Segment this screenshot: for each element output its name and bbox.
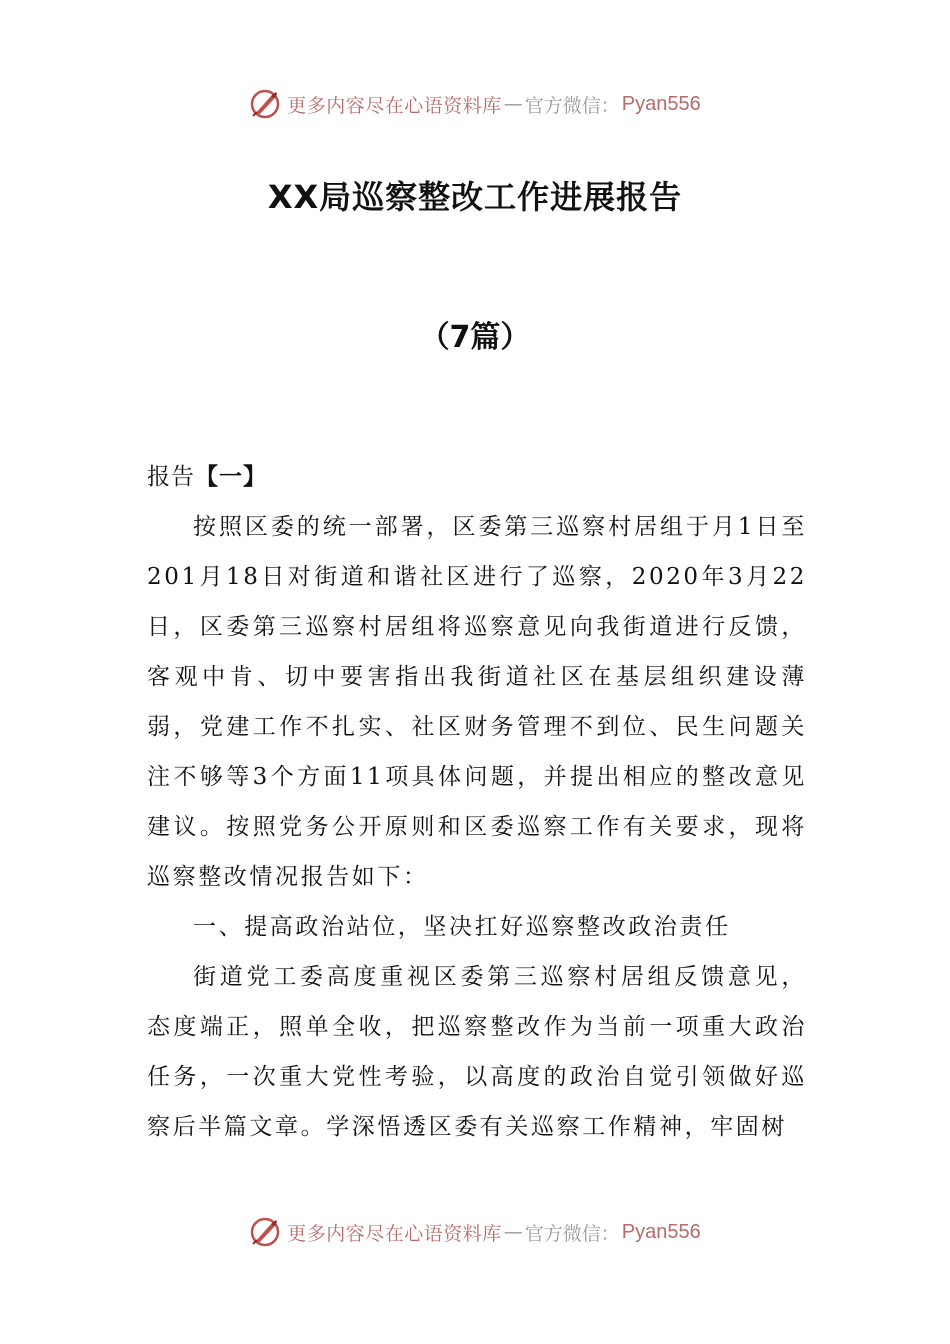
- section-label-mark: 【一】: [195, 464, 267, 490]
- watermark-text: 更多内容尽在心语资料库: [287, 94, 502, 117]
- watermark-official: 官方微信：: [524, 94, 620, 117]
- section-label-prefix: 报告: [147, 464, 195, 490]
- document-body: [147, 452, 807, 1152]
- header-watermark: [0, 84, 950, 124]
- quill-logo-icon: [249, 1216, 281, 1248]
- document-subtitle: （7篇）: [419, 320, 531, 355]
- section-heading: 一、提高政治站位，坚决扛好巡察整改政治责任: [193, 914, 731, 940]
- watermark-text: 更多内容尽在心语资料库: [287, 1222, 502, 1245]
- watermark-wechat-id: Pyan556: [621, 92, 701, 115]
- paragraph: 按照区委的统一部署，区委第三巡察村居组于月1日至201月18日对街道和谐社区进行了巡察，2020年3月22日，区委第三巡察村居组将巡察意见向我街道进行反馈，客观中肯、切中要害指出我街道社区在基层组织建设薄弱，党建工作不扎实、社区财务管理不到位、民生问题关注不够等3个方面11项具体问题，并提出相应的整改意见建议。按照党务公开原则和区委巡察工作有关要求，现将巡察整改情况报告如下：: [147, 514, 807, 890]
- section-label: [147, 452, 807, 502]
- watermark-dash: —: [503, 1221, 523, 1243]
- document-title: XX局巡察整改工作进展报告: [267, 178, 683, 216]
- footer-watermark: [0, 1212, 950, 1252]
- quill-logo-icon: [249, 88, 281, 120]
- watermark-wechat-id: Pyan556: [621, 1220, 701, 1243]
- watermark-dash: —: [503, 93, 523, 115]
- watermark-official: 官方微信：: [524, 1222, 620, 1245]
- paragraph: 街道党工委高度重视区委第三巡察村居组反馈意见，态度端正，照单全收，把巡察整改作为当前一项重大政治任务，一次重大党性考验，以高度的政治自觉引领做好巡察后半篇文章。学深悟透区委有关巡察工作精神，牢固树: [147, 964, 807, 1140]
